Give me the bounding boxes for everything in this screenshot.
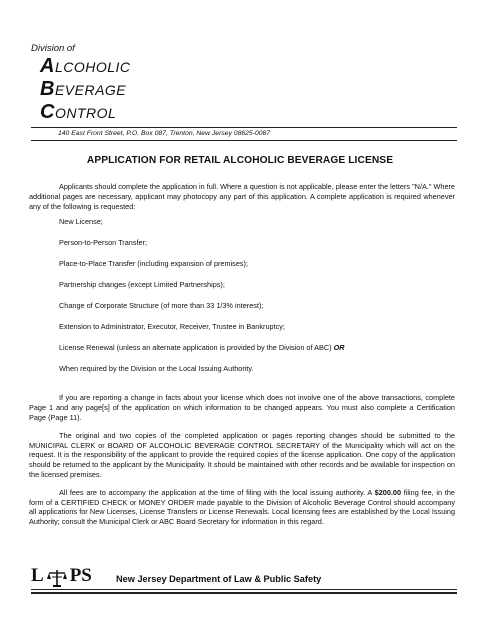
fee-amount: $200.00	[374, 487, 402, 497]
copies-paragraph: The original and two copies of the completed application or pages reporting changes should be submitted to the MUNICIPAL CLERK or BOARD OF ALCOHOLIC BEVERAGE CONTROL SECRETARY of the Municipality which will act on the request. It is the responsibility of the applicant to provide the required copies of the license application. One copy of the application should be returned to the applicant by the Municipality. It should be maintained with other records and be available for inspection on the licensed premises.	[29, 430, 455, 479]
department-name: New Jersey Department of Law & Public Safety	[116, 574, 322, 584]
list-item: License Renewal (unless an alternate application is provided by the Division of ABC) OR	[59, 343, 345, 353]
or-emphasis: OR	[333, 343, 345, 353]
fees-paragraph: All fees are to accompany the application at the time of filing with the local issuing authority. A $200.00 filing fee, in the form of a CERTIFIED CHECK or MONEY ORDER made payable to the Division of Alcoholic Beverage Control should accompany all applications for New Licenses, License Transfers or License Renewals. Local licensing fees are established by the Local Issuing Authority; consult the Municipal Clerk or ABC Board Secretary for information in this regard.	[29, 487, 455, 527]
list-item: Partnership changes (except Limited Partnerships);	[59, 280, 225, 290]
agency-line-1: ALCOHOLIC	[40, 55, 131, 77]
document-body	[29, 182, 455, 527]
agency-line-2: BEVERAGE	[40, 78, 127, 100]
address-rule	[31, 140, 457, 141]
page-title: APPLICATION FOR RETAIL ALCOHOLIC BEVERAGE LICENSE	[86, 155, 394, 166]
list-item: Place-to-Place Transfer (including expansion of premises);	[59, 259, 248, 269]
division-label: Division of	[31, 43, 75, 54]
request-list	[59, 217, 455, 385]
list-item: Extension to Administrator, Executor, Receiver, Trustee in Bankruptcy;	[59, 322, 285, 332]
header-rule	[31, 127, 457, 128]
footer-rule	[31, 589, 457, 590]
agency-line-3: CONTROL	[40, 101, 117, 123]
list-item: Person-to-Person Transfer;	[59, 238, 148, 248]
agency-name	[40, 55, 131, 124]
change-paragraph: If you are reporting a change in facts about your license which does not involve one of the above transactions, complete Page 1 and any page[s] of the application on which information to be changed appears. You must also complete a Certification Page (Page 11).	[29, 393, 455, 422]
lps-logo: L PS	[31, 565, 92, 586]
scales-of-justice-icon	[46, 569, 68, 587]
footer-rule-thick	[31, 592, 457, 594]
list-item: New License;	[59, 217, 103, 227]
list-item: When required by the Division or the Local Issuing Authority.	[59, 364, 254, 374]
list-item: Change of Corporate Structure (of more than 33 1/3% interest);	[59, 301, 264, 311]
intro-paragraph: Applicants should complete the application in full. Where a question is not applicable, please enter the letters "N/A." Where additional pages are necessary, applicant may photocopy any part of this application. A complete application is required whenever any of the following is requested:	[29, 182, 455, 211]
agency-address: 140 East Front Street, P.O. Box 087, Trenton, New Jersey 08625-0087	[58, 130, 271, 137]
